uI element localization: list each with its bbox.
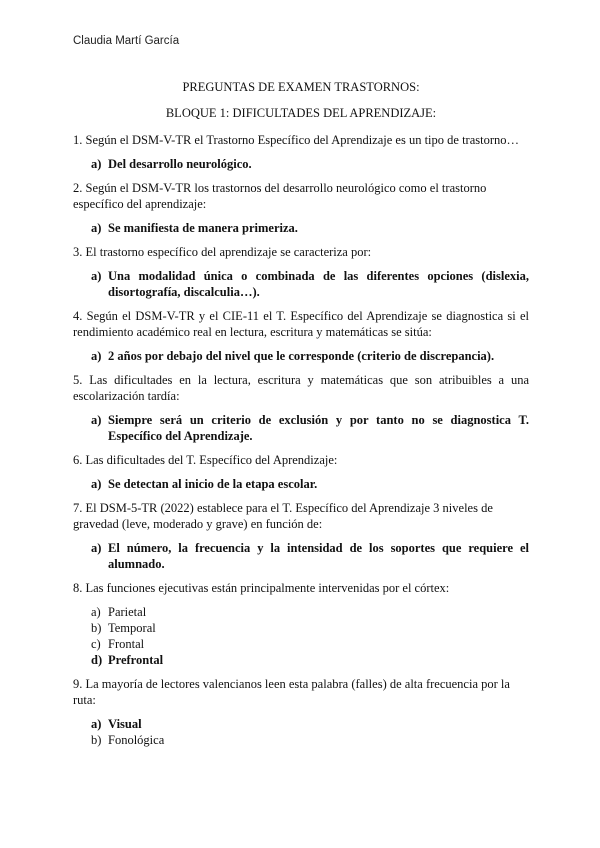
option-d-correct [91, 652, 529, 668]
answer-text: Una modalidad única o combinada de las diferentes opciones (dislexia, disortografía, discalculia…). [108, 269, 529, 299]
answer-label: a) [91, 269, 102, 283]
answer-text: Se manifiesta de manera primeriza. [108, 221, 298, 235]
answer-2 [91, 220, 529, 236]
answer-label: a) [91, 157, 102, 171]
question-7: 7. El DSM-5-TR (2022) establece para el T. Específico del Aprendizaje 3 niveles de gravedad (leve, moderado y grave) en función de: [73, 501, 493, 531]
question-6: 6. Las dificultades del T. Específico del Aprendizaje: [73, 453, 338, 467]
answer-4 [91, 348, 529, 364]
question-8: 8. Las funciones ejecutivas están principalmente intervenidas por el córtex: [73, 581, 450, 595]
answer-1 [91, 156, 529, 172]
question-3: 3. El trastorno específico del aprendizaje se caracteriza por: [73, 245, 372, 259]
answer-text: El número, la frecuencia y la intensidad de los soportes que requiere el alumnado. [108, 541, 529, 571]
option-b [91, 732, 529, 748]
document-body [73, 80, 529, 756]
question-1: 1. Según el DSM-V-TR el Trastorno Específico del Aprendizaje es un tipo de trastorno… [73, 133, 519, 147]
option-a [91, 604, 529, 620]
question-9: 9. La mayoría de lectores valencianos leen esta palabra (falles) de alta frecuencia por la ruta: [73, 677, 510, 707]
answer-5 [91, 412, 529, 444]
option-a-correct [91, 716, 529, 732]
answer-3 [91, 268, 529, 300]
option-c [91, 636, 529, 652]
block-title: BLOQUE 1: DIFICULTADES DEL APRENDIZAJE: [165, 106, 437, 120]
option-b [91, 620, 529, 636]
option-label: c) [91, 637, 101, 651]
answer-7 [91, 540, 529, 572]
answer-text: Se detectan al inicio de la etapa escolar. [108, 477, 318, 491]
answer-label: a) [91, 221, 102, 235]
answer-label: a) [91, 541, 102, 555]
question-5: 5. Las dificultades en la lectura, escritura y matemáticas que son atribuibles a una escolarización tardía: [73, 373, 529, 403]
document-title: PREGUNTAS DE EXAMEN TRASTORNOS: [182, 80, 420, 94]
question-4: 4. Según el DSM-V-TR y el CIE-11 el T. Específico del Aprendizaje se diagnostica si el rendimiento académico real en lectura, escritura y matemáticas se sitúa: [73, 309, 529, 339]
option-label: a) [91, 605, 101, 619]
options-9 [91, 716, 529, 748]
answer-text: Del desarrollo neurológico. [108, 157, 252, 171]
option-label: d) [91, 653, 103, 667]
option-text: Fonológica [108, 733, 165, 747]
answer-label: a) [91, 477, 102, 491]
option-label: b) [91, 733, 102, 747]
options-8 [91, 604, 529, 668]
answer-text: 2 años por debajo del nivel que le corresponde (criterio de discrepancia). [108, 349, 495, 363]
option-text: Frontal [108, 637, 145, 651]
answer-label: a) [91, 349, 102, 363]
answer-text: Siempre será un criterio de exclusión y por tanto no se diagnostica T. Específico del Aprendizaje. [108, 413, 529, 443]
answer-label: a) [91, 413, 102, 427]
option-text: Prefrontal [108, 653, 164, 667]
option-text: Visual [108, 717, 142, 731]
answer-6 [91, 476, 529, 492]
option-text: Temporal [108, 621, 156, 635]
header-author: Claudia Martí García [73, 35, 180, 47]
question-2: 2. Según el DSM-V-TR los trastornos del desarrollo neurológico como el trastorno específico del aprendizaje: [73, 181, 487, 211]
option-label: a) [91, 717, 102, 731]
option-label: b) [91, 621, 102, 635]
option-text: Parietal [108, 605, 147, 619]
